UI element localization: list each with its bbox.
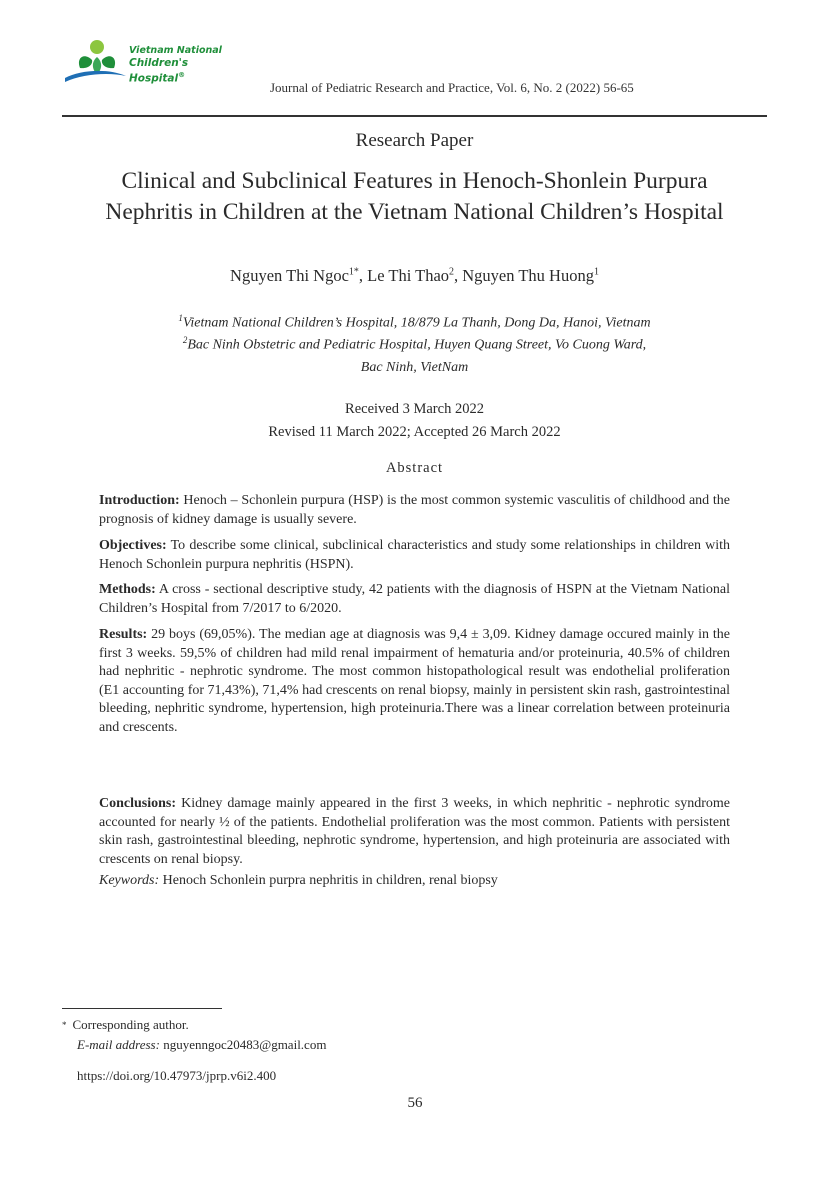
methods-label: Methods: <box>99 582 156 597</box>
footnote-corresponding <box>62 1015 189 1035</box>
footnote-star: * <box>62 1020 67 1030</box>
results-label: Results: <box>99 627 148 642</box>
logo-registered-mark: ® <box>178 71 186 79</box>
abstract-objectives <box>99 537 730 574</box>
abstract-heading: Abstract <box>385 460 444 476</box>
hospital-logo-icon <box>62 38 128 88</box>
paper-title <box>62 166 767 228</box>
paper-type: Research Paper <box>355 130 474 151</box>
header-divider <box>62 115 767 117</box>
objectives-label: Objectives: <box>99 538 167 553</box>
revised-accepted-date: Revised 11 March 2022; Accepted 26 March 2022 <box>268 424 561 440</box>
affiliation-mark: 1 <box>178 313 183 323</box>
doi-link[interactable]: https://doi.org/10.47973/jprp.v6i2.400 <box>77 1068 277 1083</box>
title-line-2: Nephritis in Children at the Vietnam National Children’s Hospital <box>105 199 724 225</box>
conclusions-text: Kidney damage mainly appeared in the first 3 weeks, in which nephritic - nephrotic syndrome accounted for nearly ½ of the patients. Endothelial proliferation was the most common. Patients with persistent skin rash, gastrointestinal bleeding, nephrotic syndrome, hypertension, and high proteinuria are associated with crescents on renal biopsy. <box>99 796 730 867</box>
methods-text: A cross - sectional descriptive study, 42 patients with the diagnosis of HSPN at the Vietnam National Children’s Hospital from 7/2017 to 6/2020. <box>99 582 730 616</box>
affiliation-text: Vietnam National Children’s Hospital, 18/879 La Thanh, Dong Da, Hanoi, Vietnam <box>182 315 651 331</box>
hospital-logo <box>62 38 242 90</box>
introduction-label: Introduction: <box>99 493 180 508</box>
keywords-text: Henoch Schonlein purpra nephritis in children, renal biopsy <box>162 873 498 888</box>
introduction-text: Henoch – Schonlein purpura (HSP) is the most common systemic vasculitis of childhood and the prognosis of kidney damage is usually severe. <box>99 493 730 527</box>
author-name: Nguyen Thi Ngoc <box>230 266 349 285</box>
logo-line-2: Children's Hospital <box>129 57 189 85</box>
page-number: 56 <box>407 1095 423 1111</box>
affiliation-mark: 2 <box>182 335 188 345</box>
affiliation-2 <box>62 329 767 379</box>
conclusions-label: Conclusions: <box>99 796 177 811</box>
author-list: Nguyen Thi Ngoc$^{1*}$, Le Thi Thao$^2$, Nguyen Thu Huong$^1$ <box>230 266 599 285</box>
journal-citation: Journal of Pediatric Research and Practice, Vol. 6, No. 2 (2022) 56-65 <box>270 80 634 95</box>
affiliation-text: Bac Ninh Obstetric and Pediatric Hospital, Huyen Quang Street, Vo Cuong Ward, <box>187 337 647 353</box>
title-line-1: Clinical and Subclinical Features in Henoch-Shonlein Purpura <box>121 168 708 194</box>
objectives-text: To describe some clinical, subclinical characteristics and study some relationships in children with Henoch Schonlein purpura nephritis (HSPN). <box>99 538 731 572</box>
abstract-introduction <box>99 492 730 529</box>
email-label: E-mail address: <box>77 1037 160 1052</box>
logo-line-1: Vietnam National <box>129 45 222 56</box>
received-date: Received 3 March 2022 <box>345 401 484 417</box>
corresponding-text: Corresponding author. <box>72 1017 189 1032</box>
author-affiliation-mark: 2 <box>449 266 455 278</box>
author-affiliation-mark: 1 <box>593 266 599 278</box>
abstract-conclusions <box>99 795 730 869</box>
keywords-label: Keywords: <box>99 873 160 888</box>
footnote-email <box>77 1035 326 1055</box>
abstract-methods <box>99 581 730 618</box>
author-name: Le Thi Thao <box>367 266 450 285</box>
results-text: 29 boys (69,05%). The median age at diagnosis was 9,4 ± 3,09. Kidney damage occured mainly in the first 3 weeks. 59,5% of children had mild renal impairment of hematuria and/or proteinuria, 40.5% of children had nephritic - nephrotic syndrome. The most common histopathological result was endothelial proliferation (E1 accounting for 71,43%), 71,4% had crescents on renal biopsy, mainly in persistent skin rash, gastrointestinal bleeding, nephritic syndrome, hypertension, high proteinuria.There was a linear correlation between proteinuria and crescents. <box>99 627 730 735</box>
affiliation-text-continued: Bac Ninh, VietNam <box>360 359 469 375</box>
email-address[interactable]: nguyenngoc20483@gmail.com <box>163 1037 327 1052</box>
footnote-divider <box>62 1008 222 1009</box>
abstract-keywords <box>99 872 730 891</box>
abstract-results <box>99 626 730 737</box>
author-name: Nguyen Thu Huong <box>462 266 594 285</box>
author-affiliation-mark: 1* <box>348 266 359 278</box>
